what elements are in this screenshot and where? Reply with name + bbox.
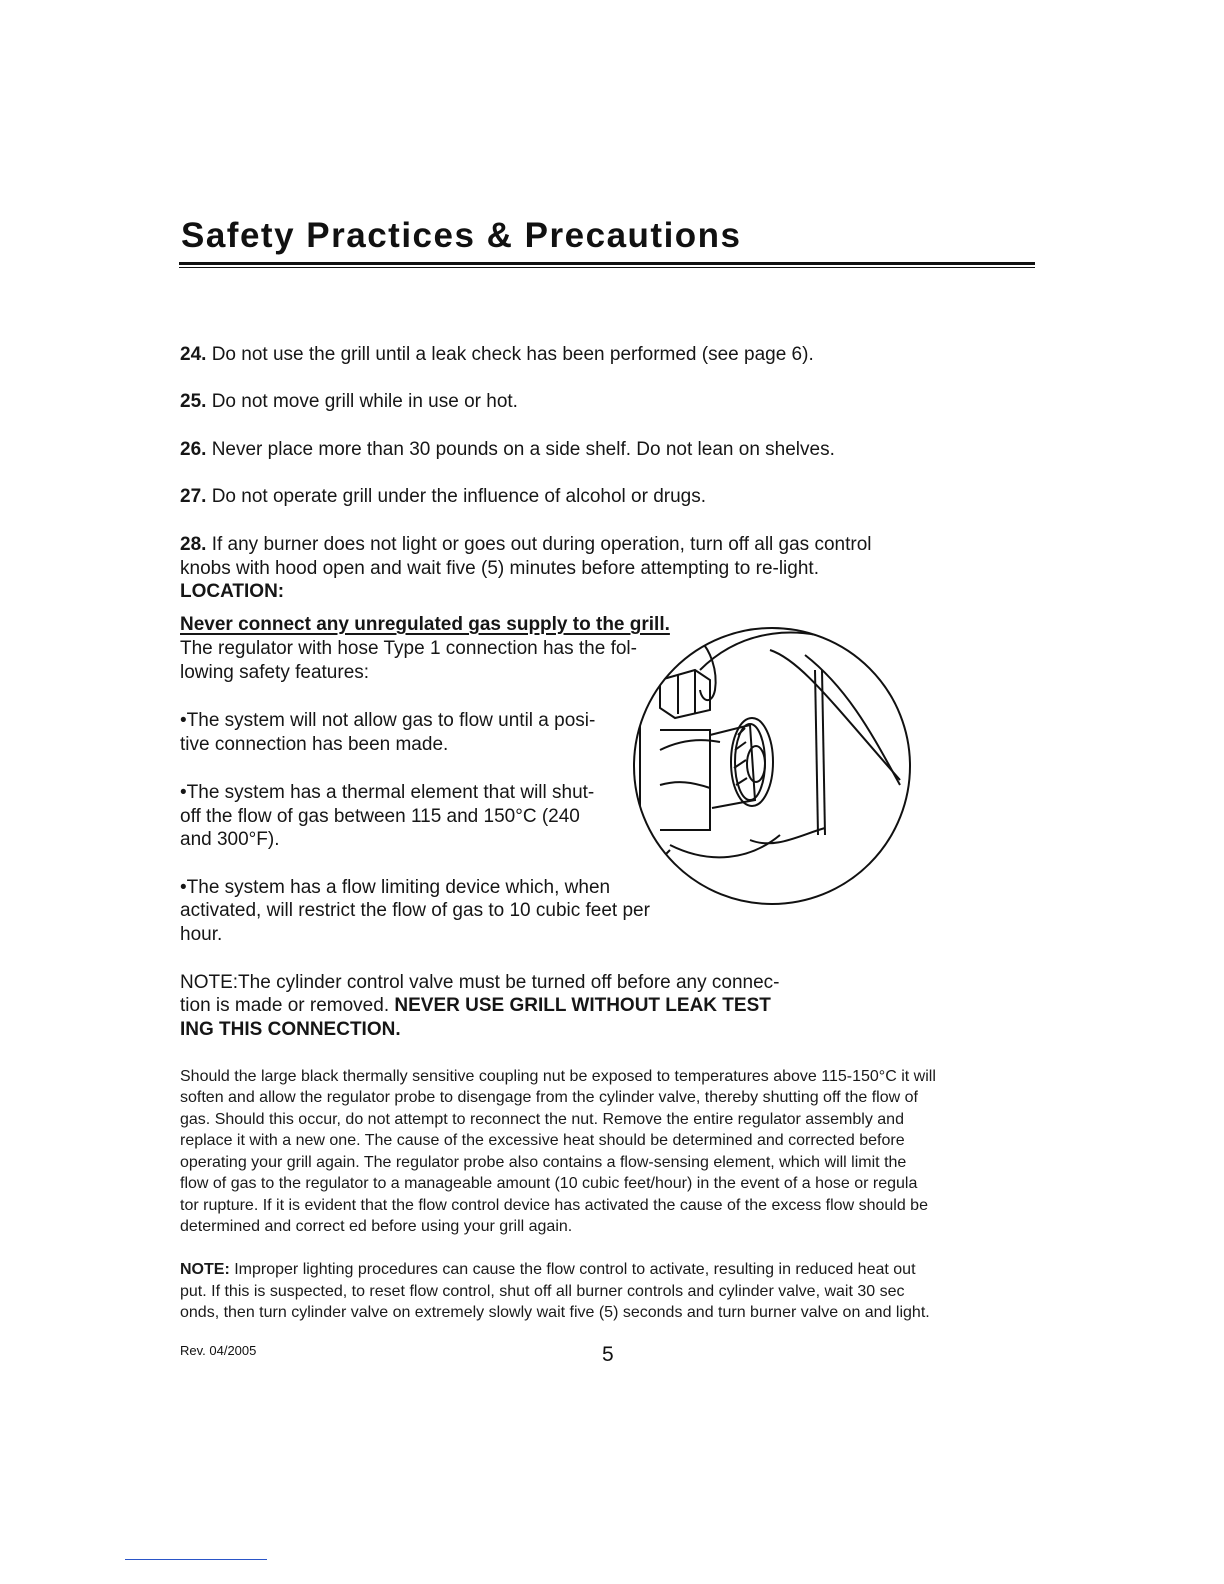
bullet2-line-2: off the flow of gas between 115 and 150°C (240: [180, 806, 580, 827]
item-28-continued: knobs with hood open and wait five (5) minutes before attempting to re-light.: [180, 558, 819, 579]
paragraph-line-1: Should the large black thermally sensitive coupling nut be exposed to temperatures above 115-150°C it will: [180, 1068, 936, 1085]
bullet2-line-1: •The system has a thermal element that will shut-: [180, 782, 595, 803]
footer-rule: [125, 1559, 267, 1560]
note1-line-2: tion is made or removed. NEVER USE GRILL WITHOUT LEAK TEST: [180, 995, 771, 1016]
bullet1-line-1: •The system will not allow gas to flow until a posi-: [180, 710, 596, 731]
never-connect-warning: Never connect any unregulated gas supply to the grill.: [180, 614, 670, 635]
regulator-connection-illustration: [600, 610, 912, 922]
item-26: 26. Never place more than 30 pounds on a side shelf. Do not lean on shelves.: [180, 439, 835, 460]
item-24: 24. Do not use the grill until a leak check has been performed (see page 6).: [180, 344, 814, 365]
title-rule: [179, 262, 1035, 265]
paragraph-line-3: gas. Should this occur, do not attempt to reconnect the nut. Remove the entire regulator assembly and: [180, 1111, 904, 1128]
item-28: 28. If any burner does not light or goes out during operation, turn off all gas control: [180, 534, 872, 555]
item-25: 25. Do not move grill while in use or hot.: [180, 391, 518, 412]
bullet3-line-2: activated, will restrict the flow of gas to 10 cubic feet per: [180, 900, 650, 921]
page-number: 5: [602, 1343, 614, 1366]
paragraph-line-6: flow of gas to the regulator to a manageable amount (10 cubic feet/hour) in the event of a hose or regula: [180, 1175, 918, 1192]
bullet2-line-3: and 300°F).: [180, 829, 280, 850]
page-title: Safety Practices & Precautions: [181, 216, 742, 255]
paragraph-line-7: tor rupture. If it is evident that the flow control device has activated the cause of the excess flow should be: [180, 1197, 928, 1214]
note1-line-3: ING THIS CONNECTION.: [180, 1019, 401, 1040]
paragraph-line-5: operating your grill again. The regulator probe also contains a flow-sensing element, which will limit the: [180, 1154, 907, 1171]
note2-line-3: onds, then turn cylinder valve on extremely slowly wait five (5) seconds and turn burner valve on and light.: [180, 1304, 930, 1321]
revision-date: Rev. 04/2005: [180, 1343, 257, 1358]
regulator-line-2: lowing safety features:: [180, 662, 370, 683]
location-heading: LOCATION:: [180, 581, 285, 602]
paragraph-line-2: soften and allow the regulator probe to disengage from the cylinder valve, thereby shutting off the flow of: [180, 1089, 918, 1106]
bullet3-line-1: •The system has a flow limiting device which, when: [180, 877, 611, 898]
paragraph-line-8: determined and correct ed before using your grill again.: [180, 1218, 573, 1235]
title-rule-thin: [179, 267, 1035, 268]
paragraph-line-4: replace it with a new one. The cause of the excessive heat should be determined and corrected before: [180, 1132, 905, 1149]
item-27: 27. Do not operate grill under the influence of alcohol or drugs.: [180, 486, 707, 507]
note2-line-1: NOTE: Improper lighting procedures can cause the flow control to activate, resulting in reduced heat out: [180, 1261, 916, 1278]
regulator-line-1: The regulator with hose Type 1 connection has the fol-: [180, 638, 637, 659]
note1-line-1: NOTE:The cylinder control valve must be turned off before any connec-: [180, 972, 780, 993]
bullet3-line-3: hour.: [180, 924, 223, 945]
bullet1-line-2: tive connection has been made.: [180, 734, 449, 755]
note2-line-2: put. If this is suspected, to reset flow control, shut off all burner controls and cylinder valve, wait 30 sec: [180, 1283, 905, 1300]
